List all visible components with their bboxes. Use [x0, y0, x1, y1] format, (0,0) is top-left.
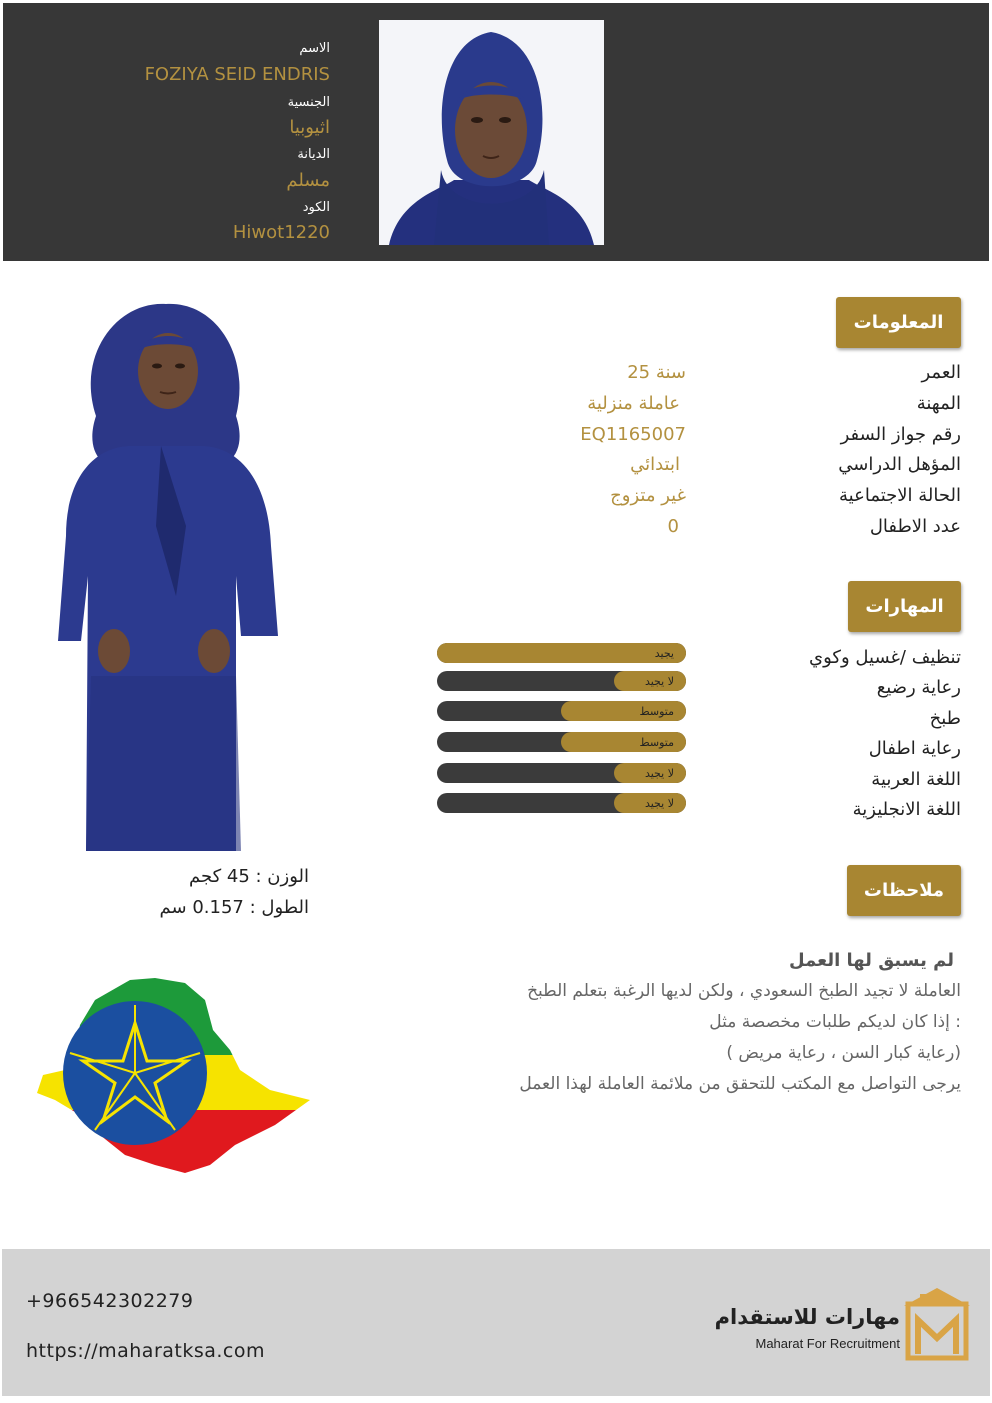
skill-label: طبخ — [929, 708, 961, 729]
age-label: العمر — [921, 362, 961, 383]
skill-bar — [437, 701, 686, 721]
notes-heading: لم يسبق لها العمل — [789, 950, 954, 971]
skill-level-text: متوسط — [639, 735, 674, 749]
note-line: إذا كان لديكم طلبات مخصصة مثل : — [709, 1012, 961, 1032]
skill-level-text: لا يجيد — [644, 796, 674, 810]
skill-bar — [437, 643, 686, 663]
name-value: FOZIYA SEID ENDRIS — [144, 64, 330, 85]
passport-label: رقم جواز السفر — [840, 424, 961, 445]
passport-value: EQ1165007 — [580, 424, 686, 445]
children-value: 0 — [667, 516, 679, 537]
profession-value: عاملة منزلية — [587, 393, 680, 414]
skill-bar — [437, 732, 686, 752]
marital-value: غير متزوج — [610, 485, 686, 506]
weight-text: الوزن : 45 كجم — [189, 866, 309, 887]
age-value: 25 سنة — [627, 362, 686, 383]
nationality-label: الجنسية — [287, 95, 330, 110]
skill-bar-fill — [614, 671, 686, 691]
height-text: الطول : 0.157 سم — [159, 897, 309, 918]
company-logo — [714, 1286, 968, 1360]
logo-house-icon — [904, 1288, 970, 1358]
education-label: المؤهل الدراسي — [838, 454, 961, 475]
religion-value: مسلم — [286, 170, 330, 191]
skill-label: رعاية رضيع — [876, 677, 961, 698]
skill-bar-fill — [561, 732, 686, 752]
skill-bar — [437, 763, 686, 783]
skill-bar-fill — [437, 643, 686, 663]
skill-level-text: يجيد — [654, 646, 674, 660]
skill-label: اللغة الانجليزية — [852, 799, 961, 820]
skills-section-title: المهارات — [848, 581, 961, 632]
logo-english-text: Maharat For Recruitment — [755, 1336, 900, 1351]
skill-label: اللغة العربية — [871, 769, 961, 790]
ethiopia-flag-map — [35, 975, 311, 1177]
skill-bar-fill — [614, 763, 686, 783]
logo-arabic-text: مهارات للاستقدام — [714, 1305, 900, 1329]
skill-level-text: لا يجيد — [644, 766, 674, 780]
note-line: يرجى التواصل مع المكتب للتحقق من ملائمة العاملة لهذا العمل — [519, 1074, 961, 1094]
notes-section-title: ملاحظات — [847, 865, 961, 916]
skill-bar-fill — [614, 793, 686, 813]
code-label: الكود — [302, 200, 330, 215]
full-body-photo — [36, 296, 286, 858]
skill-bar-fill — [561, 701, 686, 721]
skill-level-text: لا يجيد — [644, 674, 674, 688]
religion-label: الديانة — [297, 147, 330, 162]
education-value: ابتدائي — [630, 454, 680, 475]
skill-label: تنظيف /غسيل وكوي — [809, 647, 961, 668]
marital-label: الحالة الاجتماعية — [839, 485, 961, 506]
children-label: عدد الاطفال — [869, 516, 961, 537]
phone-number[interactable]: +966542302279 — [26, 1290, 194, 1312]
info-section-title: المعلومات — [836, 297, 961, 348]
note-line: العاملة لا تجيد الطبخ السعودي ، ولكن لديها الرغبة بتعلم الطبخ — [527, 981, 961, 1001]
profession-label: المهنة — [916, 393, 961, 414]
website-link[interactable]: https://maharatksa.com — [26, 1340, 266, 1362]
skill-level-text: متوسط — [639, 704, 674, 718]
code-value: Hiwot1220 — [232, 222, 330, 243]
portrait-photo — [379, 20, 604, 245]
note-line: ( رعاية كبار السن ، رعاية مريض) — [726, 1043, 961, 1063]
skill-bar — [437, 793, 686, 813]
skill-bar — [437, 671, 686, 691]
skill-label: رعاية اطفال — [868, 738, 961, 759]
nationality-value: اثيوبيا — [289, 117, 330, 138]
name-label: الاسم — [299, 41, 330, 56]
